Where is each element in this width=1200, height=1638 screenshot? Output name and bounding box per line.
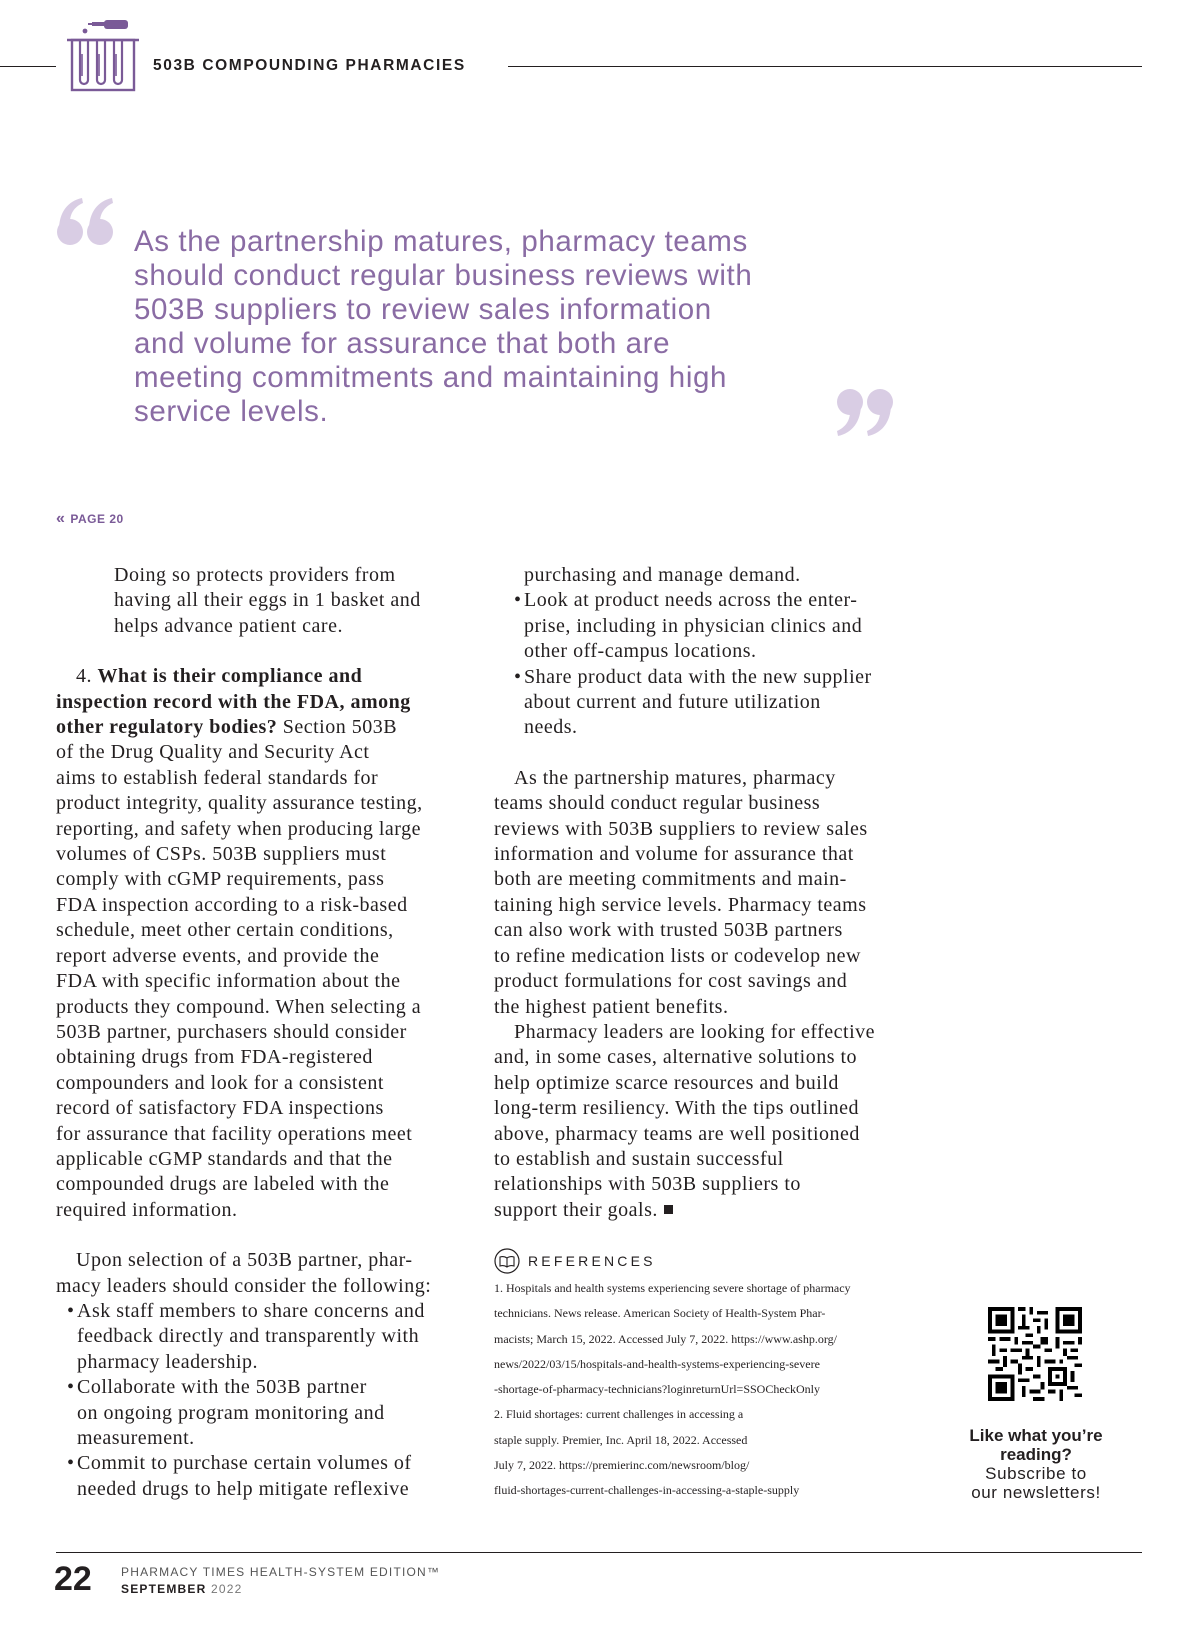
pull-quote xyxy=(134,225,834,429)
open-book-icon xyxy=(494,1248,520,1274)
header-rule-left xyxy=(0,66,56,67)
page-ref-label: PAGE 20 xyxy=(70,512,124,526)
double-chevron-left-icon: « xyxy=(56,510,66,527)
reference-line: technicians. News release. American Society of Health-System Phar- xyxy=(494,1306,826,1321)
references-header xyxy=(494,1248,656,1274)
reference-line[interactable]: -shortage-of-pharmacy-technicians?loginreturnUrl=SSOCheckOnly xyxy=(494,1382,820,1397)
pull-quote-line: service levels. xyxy=(134,395,329,428)
pull-quote-line: As the partnership matures, pharmacy teams xyxy=(134,225,748,258)
subscribe-callout[interactable] xyxy=(938,1426,1134,1502)
references-list xyxy=(494,1276,914,1504)
continued-text: Doing so protects providers from having all their eggs in 1 basket and helps advance patient care. xyxy=(114,564,421,637)
reference-line: 1. Hospitals and health systems experiencing severe shortage of pharmacy xyxy=(494,1281,851,1295)
list-item: • Commit to purchase certain volumes of needed drugs to help mitigate reflexive xyxy=(67,1452,412,1500)
pull-quote-line: meeting commitments and maintaining high xyxy=(134,361,727,394)
reference-line[interactable]: July 7, 2022. https://premierinc.com/newsroom/blog/ xyxy=(494,1458,750,1473)
left-column xyxy=(56,563,476,1502)
test-tubes-dropper-icon xyxy=(66,18,144,94)
references-title: REFERENCES xyxy=(528,1253,656,1269)
list-item: • Share product data with the new supplier about current and future utilization needs. xyxy=(514,665,872,739)
footer-rule xyxy=(56,1552,1142,1553)
list-item: • Collaborate with the 503B partner on ongoing program monitoring and measurement. xyxy=(67,1376,385,1449)
selection-paragraph: Upon selection of a 503B partner, phar- macy leaders should consider the following: xyxy=(56,1249,432,1297)
page-back-reference[interactable] xyxy=(56,510,124,528)
list-item: • Ask staff members to share concerns and feedback directly and transparently with pharmacy leadership. xyxy=(67,1299,425,1373)
qr-code-icon[interactable] xyxy=(988,1307,1082,1401)
header-rule-right xyxy=(508,66,1142,67)
reference-line[interactable]: macists; March 15, 2022. Accessed July 7, 2022. https://www.ashp.org/ xyxy=(494,1331,837,1346)
section-title: 503B COMPOUNDING PHARMACIES xyxy=(153,57,466,74)
close-quote-icon xyxy=(834,386,894,438)
publication-title: PHARMACY TIMES HEALTH-SYSTEM EDITION™ xyxy=(121,1565,441,1579)
conclusion-paragraph: Pharmacy leaders are looking for effective and, in some cases, alternative solutions to help optimize scarce resources and build long-term resiliency. With the tips outlined above, pharmacy teams are well positioned to establish and sustain successful relationships with 503B suppliers to support their goals. xyxy=(494,1020,876,1221)
reference-line: staple supply. Premier, Inc. April 18, 2022. Accessed xyxy=(494,1432,748,1447)
list-item-continued: purchasing and manage demand. xyxy=(524,564,801,586)
issue-date: SEPTEMBER 2022 xyxy=(121,1582,243,1596)
pull-quote-line: 503B suppliers to review sales information xyxy=(134,293,712,326)
end-mark-icon xyxy=(664,1205,673,1214)
subscribe-heading: Like what you’re reading? xyxy=(969,1426,1103,1464)
open-quote-icon xyxy=(56,196,116,248)
reference-line[interactable]: fluid-shortages-current-challenges-in-accessing-a-staple-supply xyxy=(494,1483,800,1498)
reference-line[interactable]: news/2022/03/15/hospitals-and-health-systems-experiencing-severe xyxy=(494,1356,820,1371)
question-4-paragraph: 4. What is their compliance and inspection record with the FDA, among other regulatory bodies? Section 503B of the Drug Quality and Security Act aims to establish federal standards for product integrity, quality assurance testing, reporting, and safety when producing large volumes of CSPs. 503B suppliers must comply with cGMP requirements, pass FDA inspection according to a risk-based schedule, meet other certain conditions, report adverse events, and provide the FDA with specific information about the products they compound. When selecting a 503B partner, purchasers should consider obtaining drugs from FDA-registered compounders and look for a consistent record of satisfactory FDA inspections for assurance that facility operations meet applicable cGMP standards and that the compounded drugs are labeled with the required information. xyxy=(56,665,423,1221)
page-number: 22 xyxy=(54,1560,92,1598)
question-4-heading: What is their compliance and inspection record with the FDA, among other regulatory bodies? xyxy=(56,665,411,739)
reference-line: 2. Fluid shortages: current challenges in accessing a xyxy=(494,1407,744,1422)
list-item: • Look at product needs across the enter- prise, including in physician clinics and other off-campus locations. xyxy=(514,589,863,663)
partnership-paragraph: As the partnership matures, pharmacy teams should conduct regular business reviews with 503B suppliers to review sales information and volume for assurance that both are meeting commitments and main- taining high service levels. Pharmacy teams can also work with trusted 503B partners to refine medication lists or codevelop new product formulations for cost savings and the highest patient benefits. xyxy=(494,766,868,1018)
right-column xyxy=(494,563,914,1223)
pull-quote-line: and volume for assurance that both are xyxy=(134,327,671,360)
subscribe-text: Subscribe to our newsletters! xyxy=(971,1464,1101,1502)
pull-quote-line: should conduct regular business reviews with xyxy=(134,259,753,292)
